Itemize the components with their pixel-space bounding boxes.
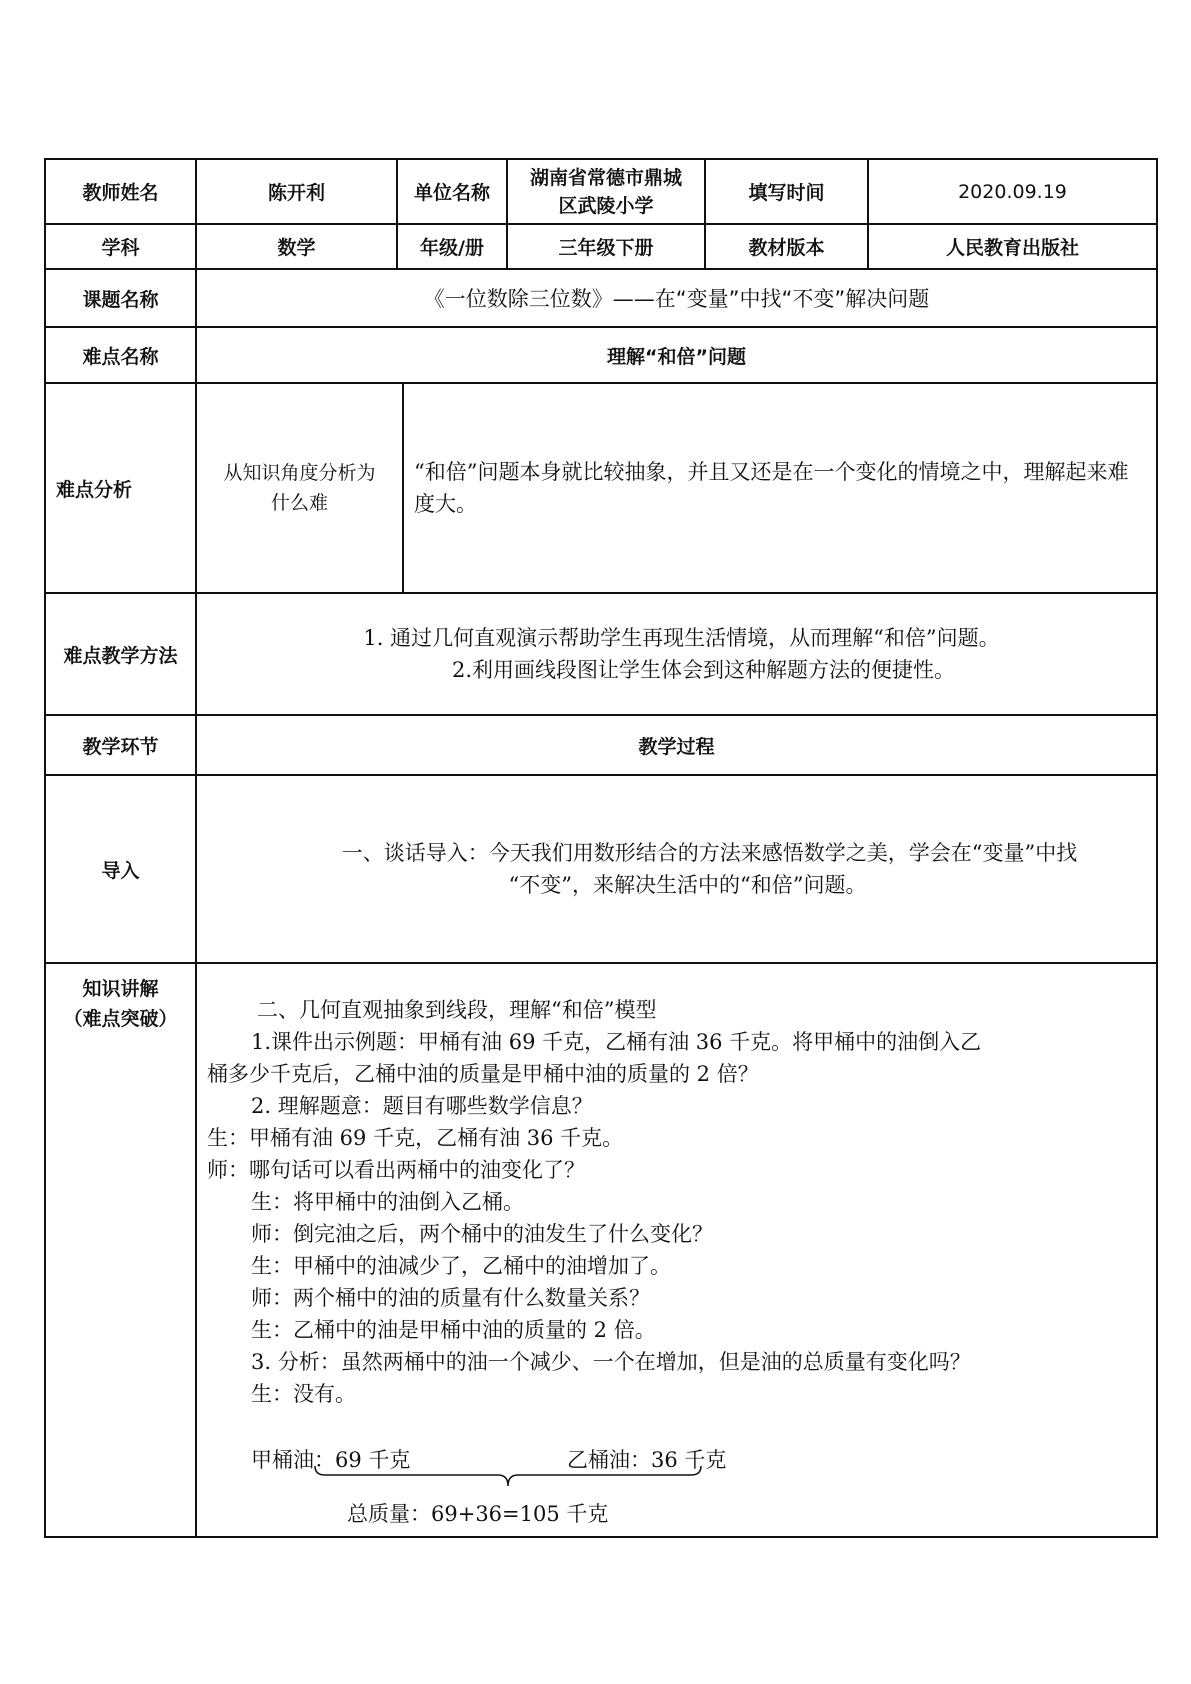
difficulty-value: 理解“和倍”问题 [196, 327, 1157, 383]
segment-diagram [197, 1426, 1156, 1536]
topic-value: 《一位数除三位数》——在“变量”中找“不变”解决问题 [196, 269, 1157, 327]
knowledge-line: 生：乙桶中的油是甲桶中油的质量的 2 倍。 [251, 1318, 656, 1342]
knowledge-line: 1.课件出示例题：甲桶有油 69 千克，乙桶有油 36 千克。将甲桶中的油倒入乙 [251, 1030, 982, 1054]
subject-label: 学科 [45, 224, 196, 269]
knowledge-line: 师：两个桶中的油的质量有什么数量关系？ [251, 1286, 650, 1310]
knowledge-line: 生：没有。 [251, 1382, 356, 1406]
header-row-2 [45, 224, 1157, 269]
diagram-total-label: 总质量：69+36=105 千克 [347, 1502, 609, 1526]
topic-label: 课题名称 [45, 269, 196, 327]
edition-label: 教材版本 [705, 224, 868, 269]
unit-value-line1: 湖南省常德市鼎城 [529, 166, 682, 189]
intro-label: 导入 [45, 775, 196, 963]
process-value: 教学过程 [196, 715, 1157, 775]
knowledge-line: 生：甲桶中的油减少了，乙桶中的油增加了。 [251, 1254, 671, 1278]
knowledge-line: 3. 分析：虽然两桶中的油一个减少、一个在增加，但是油的总质量有变化吗？ [251, 1350, 971, 1374]
difficulty-label: 难点名称 [45, 327, 196, 383]
process-label: 教学环节 [45, 715, 196, 775]
analysis-content [196, 383, 1157, 593]
knowledge-label-line2: （难点突破） [63, 1008, 178, 1030]
diagram-b-label: 乙桶油：36 千克 [567, 1448, 727, 1472]
topic-row [45, 269, 1157, 327]
knowledge-label-line1: 知识讲解 [82, 978, 159, 1000]
date-label: 填写时间 [705, 159, 868, 224]
unit-value-line2: 区武陵小学 [558, 194, 654, 217]
analysis-text [404, 384, 1156, 592]
knowledge-row [45, 963, 1157, 1537]
analysis-text-content: “和倍”问题本身就比较抽象，并且又还是在一个变化的情境之中，理解起来难度大。 [414, 460, 1129, 516]
intro-content [196, 775, 1157, 963]
teacher-label: 教师姓名 [45, 159, 196, 224]
header-row-1 [45, 159, 1157, 224]
teacher-value: 陈开利 [196, 159, 397, 224]
knowledge-line: 生：将甲桶中的油倒入乙桶。 [251, 1190, 524, 1214]
unit-value [507, 159, 705, 224]
lesson-plan-table [44, 158, 1158, 1538]
grade-value: 三年级下册 [507, 224, 705, 269]
method-row [45, 593, 1157, 715]
analysis-row [45, 383, 1157, 593]
knowledge-content [196, 963, 1157, 1537]
process-header-row [45, 715, 1157, 775]
knowledge-line: 桶多少千克后，乙桶中油的质量是甲桶中油的质量的 2 倍？ [207, 1062, 759, 1086]
method-label: 难点教学方法 [45, 593, 196, 715]
knowledge-line: 师：哪句话可以看出两桶中的油变化了？ [207, 1158, 585, 1182]
date-value: 2020.09.19 [868, 159, 1157, 224]
edition-value: 人民教育出版社 [868, 224, 1157, 269]
analysis-sub-label-line1: 从知识角度分析为 [223, 462, 376, 484]
knowledge-label [45, 963, 196, 1537]
analysis-sub-label [197, 384, 404, 592]
intro-line1: 一、谈话导入：今天我们用数形结合的方法来感悟数学之美，学会在“变量”中找 [341, 841, 1078, 865]
method-line2: 2.利用画线段图让学生体会到这种解题方法的便捷性。 [451, 658, 956, 682]
brace-icon [313, 1464, 703, 1490]
grade-label: 年级/册 [397, 224, 507, 269]
method-line1: 1. 通过几何直观演示帮助学生再现生活情境，从而理解“和倍”问题。 [363, 626, 1000, 650]
intro-line2: “不变”，来解决生活中的“和倍”问题。 [508, 873, 867, 897]
knowledge-line: 2. 理解题意：题目有哪些数学信息？ [251, 1094, 593, 1118]
difficulty-row [45, 327, 1157, 383]
knowledge-line: 生：甲桶有油 69 千克，乙桶有油 36 千克。 [207, 1126, 624, 1150]
analysis-sub-label-line2: 什么难 [270, 492, 328, 514]
knowledge-line: 师：倒完油之后，两个桶中的油发生了什么变化？ [251, 1222, 713, 1246]
knowledge-line: 二、几何直观抽象到线段，理解“和倍”模型 [257, 998, 657, 1022]
intro-row [45, 775, 1157, 963]
diagram-a-label: 甲桶油：69 千克 [251, 1448, 411, 1472]
method-content [196, 593, 1157, 715]
subject-value: 数学 [196, 224, 397, 269]
unit-label: 单位名称 [397, 159, 507, 224]
analysis-label: 难点分析 [45, 383, 196, 593]
